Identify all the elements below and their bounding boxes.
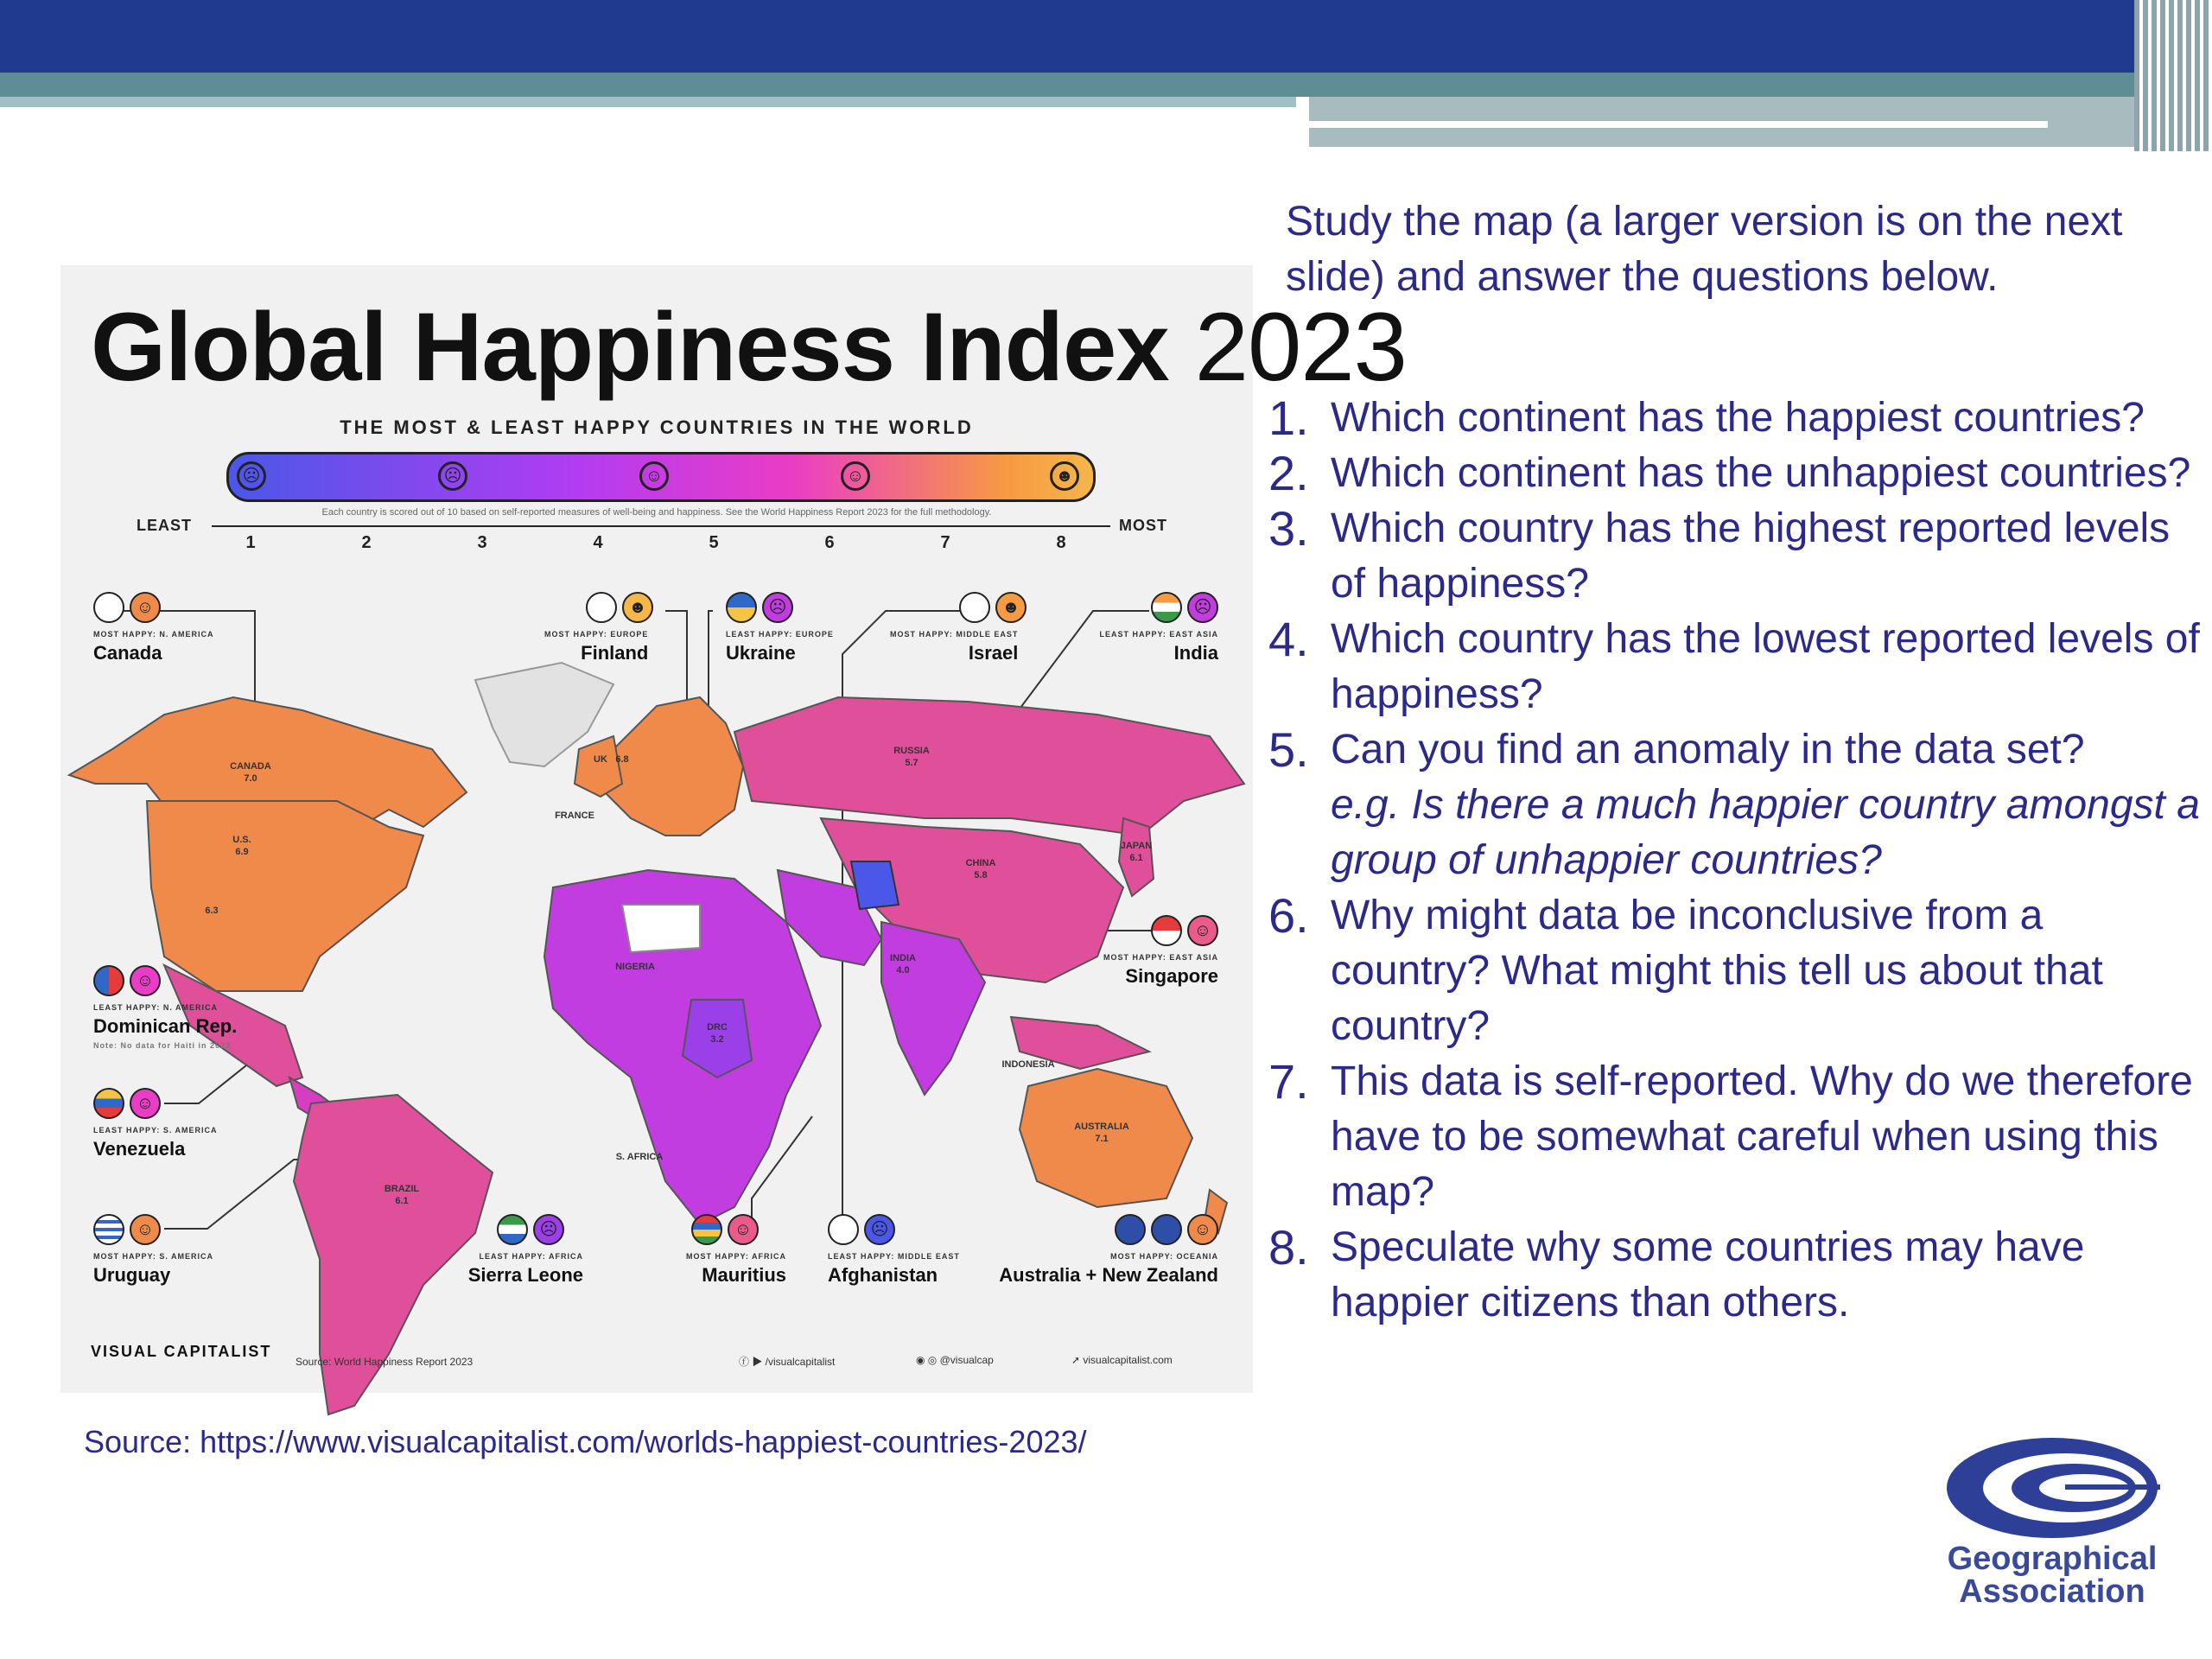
grin-face-icon: ☻ bbox=[1050, 461, 1079, 491]
us-shape bbox=[147, 801, 423, 991]
question-item: 6. Why might data be inconclusive from a country? What might this tell us about that country? bbox=[1268, 888, 2103, 1049]
scale-tick: 6 bbox=[824, 533, 835, 552]
map-label-france: FRANCE bbox=[555, 810, 594, 821]
question-item: 7. This data is self-reported. Why do we therefore have to be somewhat careful when using this map? bbox=[1268, 1054, 2193, 1215]
header-band-line bbox=[1309, 121, 2048, 128]
header-stripes bbox=[2134, 0, 2212, 151]
social-website: ➚ visualcapitalist.com bbox=[1071, 1354, 1173, 1366]
question-item: 4. Which country has the lowest reported levels of happiness? bbox=[1268, 612, 2200, 717]
israel-flag-icon bbox=[959, 592, 990, 623]
question-item: 3. Which country has the highest reported levels of happiness? bbox=[1268, 501, 2171, 607]
afghanistan-shape bbox=[851, 861, 899, 909]
callout-ukraine: LEAST HAPPY: EUROPE Ukraine bbox=[726, 630, 834, 664]
scale-tick: 7 bbox=[940, 533, 950, 552]
callout-venezuela: LEAST HAPPY: S. AMERICA Venezuela bbox=[93, 1126, 218, 1160]
map-value-russia: 5.7 bbox=[905, 758, 918, 768]
question-list bbox=[1268, 391, 2210, 1331]
map-value-australia: 7.1 bbox=[1095, 1134, 1109, 1144]
venezuela-flag-icon bbox=[93, 1088, 124, 1119]
europe-shape bbox=[605, 697, 743, 836]
happy-face-icon: ☺ bbox=[728, 1214, 759, 1245]
visual-capitalist-logo: VISUAL CAPITALIST bbox=[91, 1343, 272, 1360]
header-band-light bbox=[0, 97, 1296, 107]
axis-least-label: LEAST bbox=[137, 517, 193, 534]
very-sad-face-icon: ☹ bbox=[864, 1214, 895, 1245]
neutral-face-icon: ☺ bbox=[639, 461, 669, 491]
happy-face-icon: ☺ bbox=[1187, 915, 1218, 946]
header-band-blue bbox=[0, 0, 2212, 73]
sad-face-icon: ☹ bbox=[1187, 592, 1218, 623]
sierra-leone-flag-icon bbox=[497, 1214, 528, 1245]
callout-india: LEAST HAPPY: EAST ASIA India bbox=[1099, 630, 1218, 664]
sahara-nodata-shape bbox=[622, 905, 700, 952]
callout-finland: MOST HAPPY: EUROPE Finland bbox=[544, 630, 649, 664]
map-value-mexico: 6.3 bbox=[205, 906, 219, 916]
ukraine-flag-icon bbox=[726, 592, 757, 623]
smile-face-icon: ☺ bbox=[841, 461, 870, 491]
question-item: 2. Which continent has the unhappiest countries? bbox=[1268, 446, 2191, 500]
happy-face-icon: ☺ bbox=[130, 1214, 161, 1245]
map-label-us: U.S. bbox=[232, 835, 251, 845]
neutral-face-icon: ☺ bbox=[130, 1088, 161, 1119]
callout-uruguay: MOST HAPPY: S. AMERICA Uruguay bbox=[93, 1252, 214, 1286]
scale-tick: 1 bbox=[245, 533, 256, 552]
map-label-russia: RUSSIA bbox=[893, 746, 930, 756]
header-band-teal bbox=[0, 73, 2212, 97]
map-label-japan: JAPAN bbox=[1120, 841, 1153, 851]
slide-intro: Study the map (a larger version is on the next slide) and answer the questions below. bbox=[1286, 199, 2123, 300]
map-value-drc: 3.2 bbox=[710, 1034, 724, 1045]
infographic-footer bbox=[60, 1337, 1253, 1389]
infographic-source: Source: World Happiness Report 2023 bbox=[296, 1356, 474, 1368]
sad-face-icon: ☹ bbox=[762, 592, 793, 623]
callout-sierra-leone: LEAST HAPPY: AFRICA Sierra Leone bbox=[467, 1252, 583, 1286]
very-sad-face-icon: ☹ bbox=[533, 1214, 564, 1245]
map-value-china: 5.8 bbox=[974, 870, 988, 880]
map-label-brazil: BRAZIL bbox=[384, 1184, 420, 1194]
afghanistan-flag-icon bbox=[828, 1214, 859, 1245]
callout-oceania: MOST HAPPY: OCEANIA Australia + New Zealand bbox=[999, 1252, 1218, 1286]
map-value-brazil: 6.1 bbox=[395, 1196, 409, 1206]
map-label-indonesia: INDONESIA bbox=[1001, 1059, 1055, 1070]
question-example: e.g. Is there a much happier country amongst a group of unhappier countries? bbox=[1331, 782, 2200, 883]
callout-afghanistan: LEAST HAPPY: MIDDLE EAST Afghanistan bbox=[828, 1252, 960, 1286]
question-item: 1. Which continent has the happiest countries? bbox=[1268, 391, 2145, 445]
canada-flag-icon bbox=[93, 592, 124, 623]
map-value-uk: 6.8 bbox=[615, 754, 629, 765]
australia-flag-icon bbox=[1115, 1214, 1146, 1245]
map-label-drc: DRC bbox=[707, 1022, 728, 1033]
social-facebook-youtube: ⓕ ▶ /visualcapitalist bbox=[739, 1356, 836, 1368]
map-label-australia: AUSTRALIA bbox=[1074, 1122, 1129, 1132]
scale-note: Each country is scored out of 10 based on self-reported measures of well-being and happiness. See the World Happiness Report 2023 for the full methodology. bbox=[321, 507, 992, 518]
grin-face-icon: ☻ bbox=[995, 592, 1027, 623]
scale-tick: 2 bbox=[361, 533, 372, 552]
map-value-us: 6.9 bbox=[235, 847, 249, 857]
source-link[interactable]: Source: https://www.visualcapitalist.com/worlds-happiest-countries-2023/ bbox=[84, 1424, 1087, 1459]
social-twitter-instagram: ◉ ◎ @visualcap bbox=[916, 1354, 994, 1366]
scale-tick: 3 bbox=[477, 533, 487, 552]
map-label-nigeria: NIGERIA bbox=[615, 962, 655, 972]
map-label-uk: UK bbox=[594, 754, 607, 765]
uk-shape bbox=[575, 736, 622, 797]
neutral-face-icon: ☺ bbox=[130, 965, 161, 996]
callout-israel: MOST HAPPY: MIDDLE EAST Israel bbox=[890, 630, 1019, 664]
scale-tick: 8 bbox=[1056, 533, 1066, 552]
scale-tick: 4 bbox=[593, 533, 603, 552]
new-zealand-flag-icon bbox=[1151, 1214, 1182, 1245]
mauritius-flag-icon bbox=[691, 1214, 722, 1245]
sad-face-icon: ☹ bbox=[438, 461, 467, 491]
callout-mauritius: MOST HAPPY: AFRICA Mauritius bbox=[686, 1252, 786, 1286]
dominican-flag-icon bbox=[93, 965, 124, 996]
world-happiness-map bbox=[60, 265, 1253, 1337]
callout-canada: MOST HAPPY: N. AMERICA Canada bbox=[93, 630, 214, 664]
map-label-safrica: S. AFRICA bbox=[615, 1152, 664, 1162]
scale-tick: 5 bbox=[709, 533, 719, 552]
grin-face-icon: ☻ bbox=[622, 592, 653, 623]
callout-dominican: LEAST HAPPY: N. AMERICA Dominican Rep. Note: No data for Haiti in 2023 bbox=[93, 1003, 238, 1050]
india-flag-icon bbox=[1151, 592, 1182, 623]
happy-face-icon: ☺ bbox=[130, 592, 161, 623]
geographical-association-logo-icon bbox=[1936, 1434, 2169, 1642]
map-value-india: 4.0 bbox=[896, 965, 910, 976]
singapore-flag-icon bbox=[1151, 915, 1182, 946]
map-value-japan: 6.1 bbox=[1129, 853, 1143, 863]
title-year: 2023 bbox=[1194, 293, 1407, 401]
finland-flag-icon bbox=[586, 592, 617, 623]
happiness-infographic bbox=[60, 265, 1407, 1393]
map-label-china: CHINA bbox=[965, 858, 996, 868]
axis-most-label: MOST bbox=[1119, 517, 1167, 534]
question-item: 5. Can you find an anomaly in the data set? e.g. Is there a much happier country amongst a group of unhappier countries? bbox=[1268, 722, 2210, 888]
happy-face-icon: ☺ bbox=[1187, 1214, 1218, 1245]
map-label-india: INDIA bbox=[890, 953, 916, 963]
uruguay-flag-icon bbox=[93, 1214, 124, 1245]
russia-shape bbox=[734, 697, 1244, 836]
title-main: Global Happiness Index bbox=[91, 293, 1169, 401]
map-label-canada: CANADA bbox=[230, 761, 271, 772]
geographical-association-name: Geographical Association bbox=[1947, 1541, 2158, 1610]
map-value-canada: 7.0 bbox=[244, 773, 257, 784]
question-item: 8. Speculate why some countries may have happier citizens than others. bbox=[1268, 1220, 2085, 1325]
callout-singapore: MOST HAPPY: EAST ASIA Singapore bbox=[1103, 953, 1218, 987]
infographic-subtitle: THE MOST & LEAST HAPPY COUNTRIES IN THE WORLD bbox=[340, 416, 974, 438]
very-sad-face-icon: ☹ bbox=[237, 461, 266, 491]
